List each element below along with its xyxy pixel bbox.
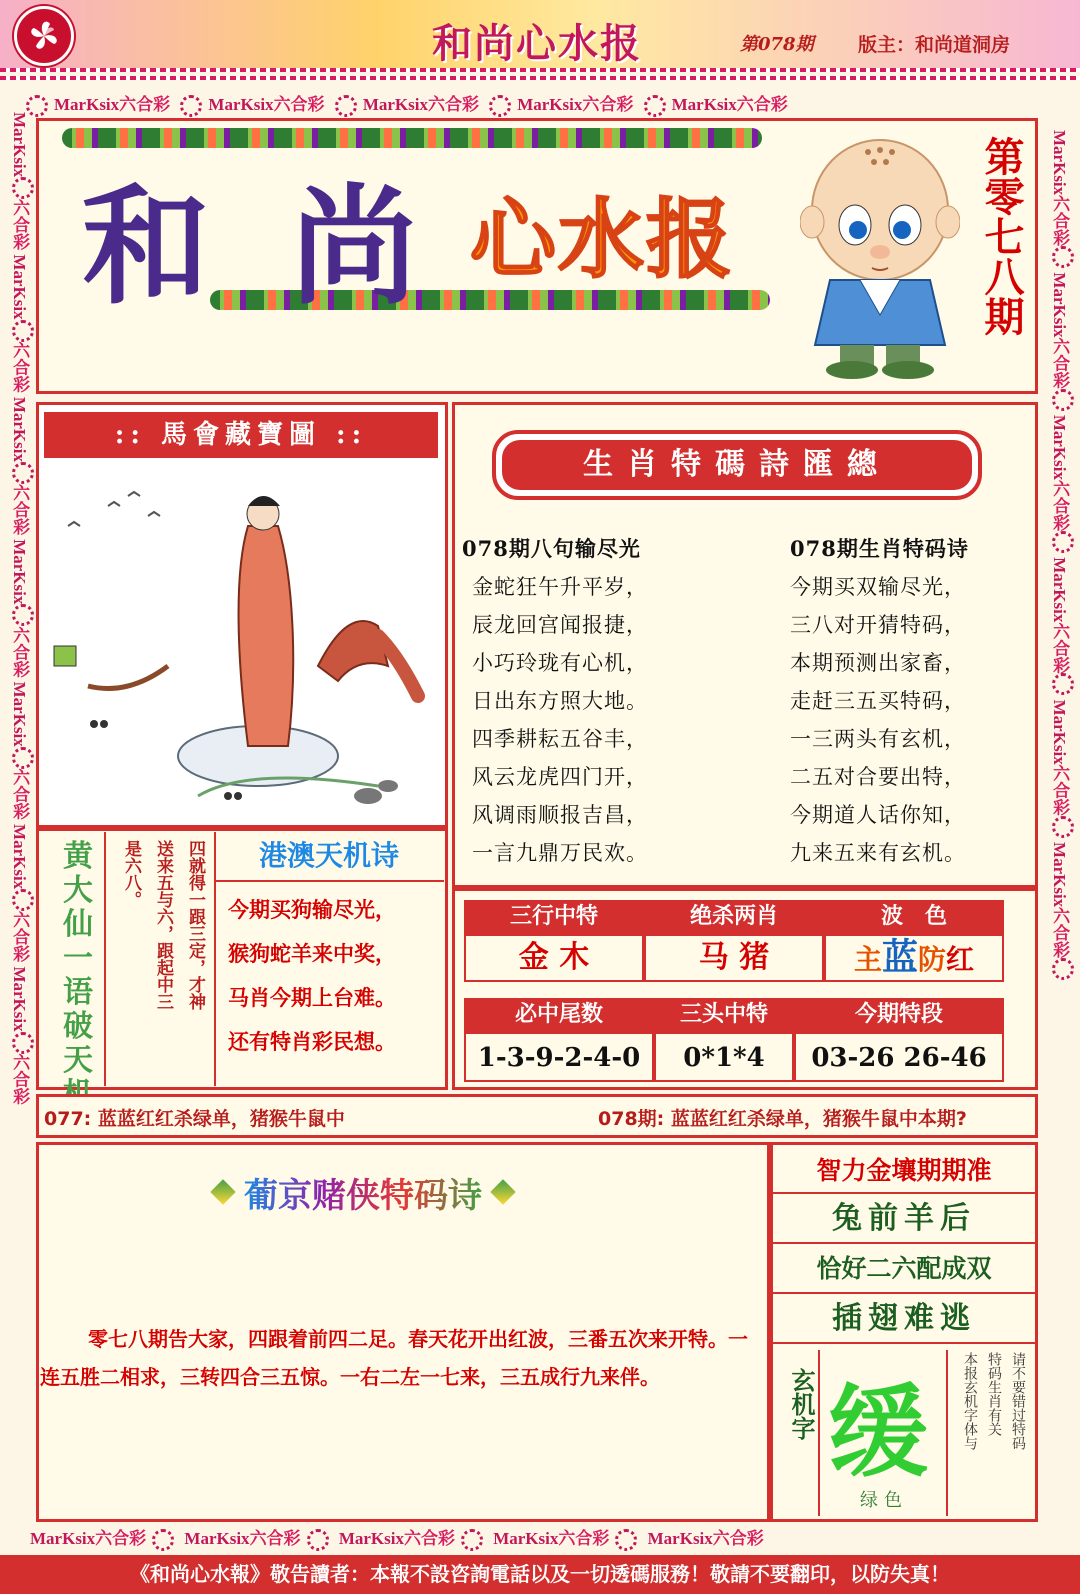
gangao-line: 马肖今期上台难。 <box>228 986 396 1010</box>
flower-icon <box>644 95 666 117</box>
flower-icon <box>335 95 357 117</box>
masthead-title-he: 和 <box>82 172 215 322</box>
horse-map-illustration-icon <box>48 466 438 820</box>
diamond-icon <box>210 1179 235 1204</box>
poem-right-line: 九来五来有玄机。 <box>790 841 966 865</box>
stats-header: 三头中特 <box>654 998 794 1032</box>
gangao-title: 港澳天机诗 <box>214 832 444 882</box>
flower-icon <box>1052 958 1074 980</box>
side-phrase: 插翅难逃 <box>770 1294 1038 1344</box>
flower-icon <box>1052 816 1074 838</box>
poem-right-line: 今期道人话你知， <box>790 803 966 827</box>
result-prev: 077: 蓝蓝红红杀绿单，猪猴牛鼠中 <box>44 1108 345 1130</box>
poem-left-heading: 078期八句输尽光 <box>462 536 641 561</box>
wave-guard: 红 <box>946 943 975 976</box>
poem-right-line: 走赶三五买特码， <box>790 689 966 713</box>
xuanji-note: 本报玄机字体与 <box>962 1352 978 1450</box>
poem-left-line: 金蛇狂午升平岁， <box>472 575 648 599</box>
side-phrase: 兔前羊后 <box>770 1194 1038 1244</box>
gangao-poem <box>228 888 444 1064</box>
poem-left-line: 四季耕耘五谷丰， <box>472 727 648 751</box>
poem-right-heading: 078期生肖特码诗 <box>790 536 969 561</box>
xuanji-note: 特码生肖有关 <box>986 1352 1002 1436</box>
xuanji-box <box>818 1350 948 1516</box>
footer-notice: 《和尚心水報》敬告讀者：本報不設咨詢電話以及一切透碼服務！敬請不要翻印，以防失真！ <box>0 1555 1080 1594</box>
masthead-title-shang: 尚 <box>290 172 419 322</box>
stats-value: 1-3-9-2-4-0 <box>464 1032 654 1082</box>
poem-left-line: 小巧玲珑有心机， <box>472 651 648 675</box>
monk-cartoon-icon <box>800 130 960 380</box>
diamond-icon <box>490 1179 515 1204</box>
pujing-poem: 零七八期告大家，四跟着前四二足。春天花开出红波，三番五次来开特。一连五胜二相求，三转四合三五惊。一右二左一七来，三五成行九来伴。 <box>40 1327 748 1389</box>
wong-tai-sin-col: 四就得一跟三定，才神 <box>185 840 205 1010</box>
poems-title: 生肖特碼詩匯總 <box>502 440 972 490</box>
masthead-title-xinshuibao: 心水报 <box>470 190 734 290</box>
side-phrase: 智力金壤期期准 <box>770 1148 1038 1194</box>
poem-right-line: 二五对合要出特， <box>790 765 966 789</box>
flower-icon <box>152 1529 174 1551</box>
pujing-title-row <box>214 1168 512 1216</box>
marksix-border-right: MarKsix六合彩 MarKsix六合彩 MarKsix六合彩 MarKsix六合彩 MarKsix六合彩 MarKsix六合彩 <box>1046 130 1080 1520</box>
stats-value: 马 猪 <box>644 934 824 982</box>
xuanji-note: 请不要错过特码 <box>1010 1352 1026 1450</box>
xuanji-char: 缓 <box>828 1374 928 1491</box>
poem-left <box>462 530 762 872</box>
flower-icon <box>12 889 34 911</box>
stats-header: 三行中特 <box>464 900 644 934</box>
header-stripe-2 <box>0 76 1080 80</box>
stats-value: 03-26 26-46 <box>794 1032 1004 1082</box>
stats-row-1 <box>464 900 1004 982</box>
flower-icon <box>1052 531 1074 553</box>
poem-left-line: 风云龙虎四门开， <box>472 765 648 789</box>
flower-icon <box>180 95 202 117</box>
wave-color-value <box>824 934 1004 982</box>
flower-icon <box>12 1032 34 1054</box>
poem-right-line: 一三两头有玄机， <box>790 727 966 751</box>
poem-left-line: 辰龙回宫闻报捷， <box>472 613 648 637</box>
xuanji-label: 玄机字 <box>787 1368 815 1440</box>
gangao-line: 还有特肖彩民想。 <box>228 1030 396 1054</box>
gangao-line: 猴狗蛇羊来中奖， <box>228 942 396 966</box>
flower-icon <box>1052 246 1074 268</box>
flower-icon <box>1052 673 1074 695</box>
wave-guard-label: 防 <box>918 943 947 976</box>
flower-icon <box>12 320 34 342</box>
flower-icon <box>1052 389 1074 411</box>
poem-right-line: 三八对开猜特码， <box>790 613 966 637</box>
poem-left-line: 一言九鼎万民欢。 <box>472 841 648 865</box>
flower-icon <box>307 1529 329 1551</box>
wave-main: 蓝 <box>881 937 918 978</box>
wong-tai-sin-label-text: 黄大仙一语破天 <box>63 839 93 1078</box>
stats-header: 必中尾数 <box>464 998 654 1032</box>
flower-icon <box>461 1529 483 1551</box>
side-phrase: 恰好二六配成双 <box>770 1244 1038 1294</box>
marksix-border-left: MarKsix六合彩 MarKsix六合彩 MarKsix六合彩 MarKsix六合彩 MarKsix六合彩 MarKsix六合彩 MarKsix六合彩 <box>6 112 40 1522</box>
wong-tai-sin-text <box>104 832 216 1086</box>
stats-header: 波 色 <box>824 900 1004 934</box>
poem-left-line: 风调雨顺报吉昌， <box>472 803 648 827</box>
stats-header: 绝杀两肖 <box>644 900 824 934</box>
flower-icon <box>12 604 34 626</box>
marksix-border-top: MarKsix六合彩 MarKsix六合彩 MarKsix六合彩 MarKsix六合彩 MarKsix六合彩 <box>20 90 788 117</box>
vertical-issue: 第零七八期 <box>978 136 1025 336</box>
poem-right-line: 本期预测出家畜， <box>790 651 966 675</box>
stats-value: 0*1*4 <box>654 1032 794 1082</box>
poem-left-line: 日出东方照大地。 <box>472 689 648 713</box>
stats-value: 金 木 <box>464 934 644 982</box>
pujing-title: 葡京赌侠特码诗 <box>244 1168 482 1217</box>
wong-tai-sin-col: 是六八。 <box>121 840 141 908</box>
stats-row-2 <box>464 998 1004 1084</box>
gangao-line: 今期买狗输尽光， <box>228 898 396 922</box>
stats-header: 今期特段 <box>794 998 1004 1032</box>
header-title: 和尚心水报 <box>432 21 642 67</box>
result-curr: 078期: 蓝蓝红红杀绿单，猪猴牛鼠中本期? <box>598 1108 967 1130</box>
xuanji-color: 绿色 <box>860 1490 908 1511</box>
xuanji-notes <box>948 1352 1028 1512</box>
wave-main-label: 主 <box>853 943 882 976</box>
horse-map-title: :: 馬會藏寶圖 :: <box>44 412 438 458</box>
flower-icon <box>615 1529 637 1551</box>
header-issue: 第078期 <box>740 34 814 55</box>
wong-tai-sin-label <box>56 840 100 1112</box>
flower-icon <box>12 177 34 199</box>
bauhinia-logo-icon <box>14 6 74 66</box>
poem-right <box>790 530 1030 872</box>
flower-icon <box>489 95 511 117</box>
marksix-border-bottom: MarKsix六合彩 MarKsix六合彩 MarKsix六合彩 MarKsix六合彩 MarKsix六合彩 <box>30 1524 764 1551</box>
header-editor: 版主：和尚道洞房 <box>858 34 1011 56</box>
wong-tai-sin-col: 送来五与六，跟起中三 <box>153 840 173 1010</box>
flower-icon <box>12 462 34 484</box>
poem-right-line: 今期买双输尽光， <box>790 575 966 599</box>
flower-icon <box>12 747 34 769</box>
